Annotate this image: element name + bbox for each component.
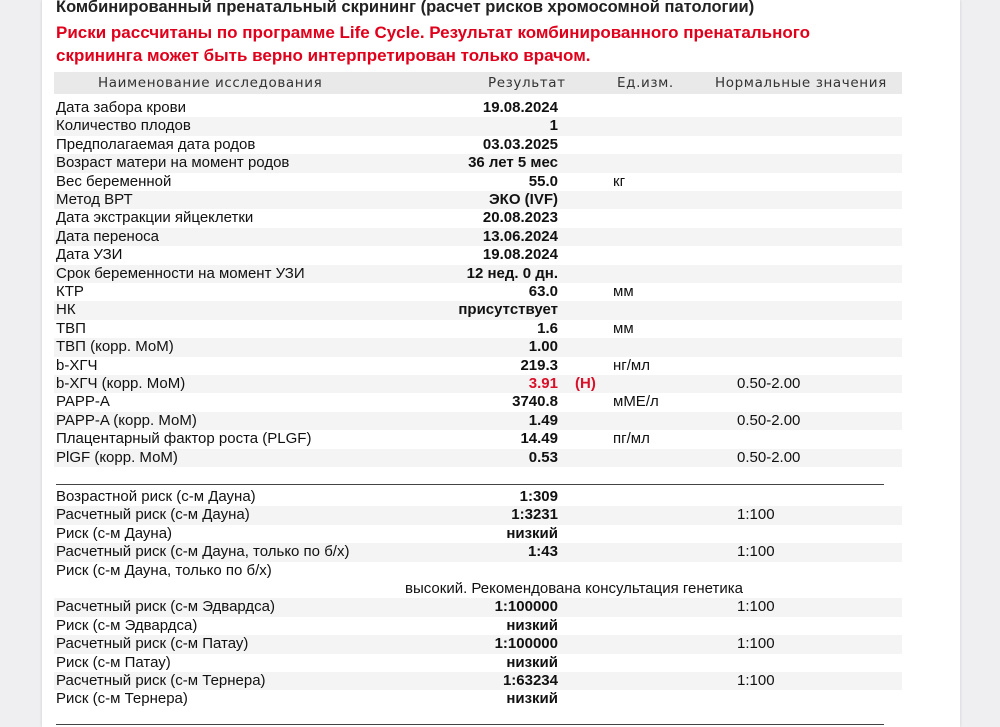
row-value: 1.49	[528, 411, 558, 429]
table-row	[54, 357, 902, 375]
row-value: низкий	[506, 690, 558, 708]
table-row	[54, 654, 902, 672]
table-row	[54, 246, 902, 264]
row-name: Расчетный риск (с-м Дауна)	[56, 506, 250, 524]
row-name: Дата переноса	[56, 227, 160, 245]
row-normal: 1:100	[737, 672, 775, 689]
row-value: 1:100000	[494, 635, 558, 653]
row-unit: пг/мл	[613, 430, 650, 448]
row-name: Риск (с-м Тернера)	[56, 690, 188, 708]
row-name: PAPP-A	[56, 393, 110, 411]
table-row	[54, 338, 902, 356]
row-name: Срок беременности на момент УЗИ	[56, 264, 305, 282]
table-row	[54, 672, 902, 690]
row-name: Количество плодов	[56, 117, 191, 135]
row-value: 1.00	[528, 338, 558, 356]
table-row	[54, 301, 902, 319]
table-row	[54, 117, 902, 135]
row-value: 3740.8	[512, 393, 558, 411]
row-value: 1:309	[519, 488, 558, 505]
row-value: 1.6	[537, 319, 558, 337]
row-name: Вес беременной	[56, 172, 172, 190]
row-normal: 0.50-2.00	[737, 448, 801, 466]
table-row	[54, 173, 902, 191]
section-divider	[56, 484, 884, 485]
row-name: Риск (с-м Патау)	[56, 653, 171, 671]
row-unit: мм	[613, 283, 634, 300]
row-value: низкий	[506, 616, 558, 634]
row-value: 1:3231	[511, 506, 558, 524]
row-name: PlGF (корр. МоМ)	[56, 448, 178, 466]
table-row	[54, 191, 902, 209]
row-normal: 1:100	[737, 598, 775, 616]
row-name: Расчетный риск (с-м Тернера)	[56, 672, 266, 689]
row-unit: мМЕ/л	[613, 393, 659, 411]
header-name: Наименование исследования	[98, 75, 323, 91]
table-row	[54, 449, 902, 467]
row-value: 0.53	[528, 448, 558, 466]
row-flag: (H)	[575, 375, 596, 392]
row-unit: кг	[613, 172, 626, 190]
bottom-divider	[56, 724, 884, 725]
row-name: Расчетный риск (с-м Патау)	[56, 635, 249, 653]
row-value: 03.03.2025	[482, 135, 558, 153]
row-name: Предполагаемая дата родов	[56, 135, 256, 153]
table-row	[54, 488, 902, 506]
row-name: PAPP-A (корр. МоМ)	[56, 411, 197, 429]
row-normal: 0.50-2.00	[737, 411, 801, 429]
report-title: Комбинированный пренатальный скрининг (расчет рисков хромосомной патологии)	[56, 0, 755, 16]
row-value: низкий	[506, 653, 558, 671]
table-row	[54, 320, 902, 338]
header-result: Результат	[488, 75, 566, 91]
row-name: Метод ВРТ	[56, 191, 133, 208]
row-value: 19.08.2024	[482, 99, 558, 116]
table-row	[54, 506, 902, 524]
table-row	[54, 562, 902, 580]
row-name: КТР	[56, 283, 84, 300]
row-value: 63.0	[528, 283, 558, 300]
warning-text: Риски рассчитаны по программе Life Cycle. Результат комбинированного пренатального скрининга может быть верно интерпретирован только врачом.	[56, 23, 811, 65]
row-name: НК	[56, 301, 76, 319]
row-name: b-ХГЧ	[56, 356, 98, 374]
row-normal: 0.50-2.00	[737, 375, 801, 392]
table-row	[54, 412, 902, 430]
row-name: Риск (с-м Дауна)	[56, 524, 173, 542]
row-name: Риск (с-м Дауна, только по б/х)	[56, 561, 272, 579]
table-row	[54, 136, 902, 154]
row-name: ТВП	[56, 319, 86, 337]
table-row	[54, 154, 902, 172]
row-name: ТВП (корр. МоМ)	[56, 338, 174, 356]
table-row	[54, 265, 902, 283]
table-row	[54, 598, 902, 616]
row-name: Дата забора крови	[56, 99, 186, 116]
row-name: Дата УЗИ	[56, 246, 123, 264]
row-normal: 1:100	[737, 635, 775, 653]
row-value: 13.06.2024	[482, 227, 558, 245]
row-name: Плацентарный фактор роста (PLGF)	[56, 430, 312, 448]
row-value: 219.3	[520, 356, 558, 374]
table-row	[54, 430, 902, 448]
table-row	[54, 543, 902, 561]
row-value: присутствует	[458, 301, 558, 319]
table-row	[54, 228, 902, 246]
table-row	[54, 393, 902, 411]
table-row	[54, 525, 902, 543]
row-value: 1:100000	[494, 598, 558, 616]
row-value: 1:63234	[502, 672, 558, 689]
down-biochem-risk-note: высокий. Рекомендована консультация генетика	[405, 580, 743, 597]
row-value: 36 лет 5 мес	[468, 154, 558, 172]
table-row	[54, 617, 902, 635]
row-unit: нг/мл	[613, 356, 650, 374]
row-name: Расчетный риск (с-м Дауна, только по б/х)	[56, 543, 350, 561]
row-value: 1	[549, 117, 558, 135]
row-name: Возраст матери на момент родов	[56, 154, 290, 172]
table-row	[54, 209, 902, 227]
row-name: b-ХГЧ (корр. МоМ)	[56, 375, 186, 392]
row-name: Риск (с-м Эдвардса)	[56, 616, 198, 634]
row-name: Возрастной риск (с-м Дауна)	[56, 488, 256, 505]
row-value: 12 нед. 0 дн.	[466, 264, 558, 282]
table-row	[54, 375, 902, 393]
table-row	[54, 635, 902, 653]
row-value: 55.0	[528, 172, 558, 190]
row-value: ЭКО (IVF)	[489, 191, 558, 208]
table-row	[54, 99, 902, 117]
row-unit: мм	[613, 319, 634, 337]
header-unit: Ед.изм.	[617, 75, 674, 91]
header-normal: Нормальные значения	[715, 75, 887, 91]
table-header	[54, 72, 902, 94]
table-row	[54, 690, 902, 708]
row-value: 1:43	[527, 543, 558, 561]
row-name: Расчетный риск (с-м Эдвардса)	[56, 598, 276, 616]
row-value: 14.49	[520, 430, 558, 448]
row-value: 3.91	[528, 375, 558, 392]
table-row	[54, 283, 902, 301]
row-value: 19.08.2024	[482, 246, 558, 264]
row-value: низкий	[506, 524, 558, 542]
row-value: 20.08.2023	[482, 209, 558, 227]
row-normal: 1:100	[737, 543, 775, 561]
row-name: Дата экстракции яйцеклетки	[56, 209, 254, 227]
row-normal: 1:100	[737, 506, 775, 524]
